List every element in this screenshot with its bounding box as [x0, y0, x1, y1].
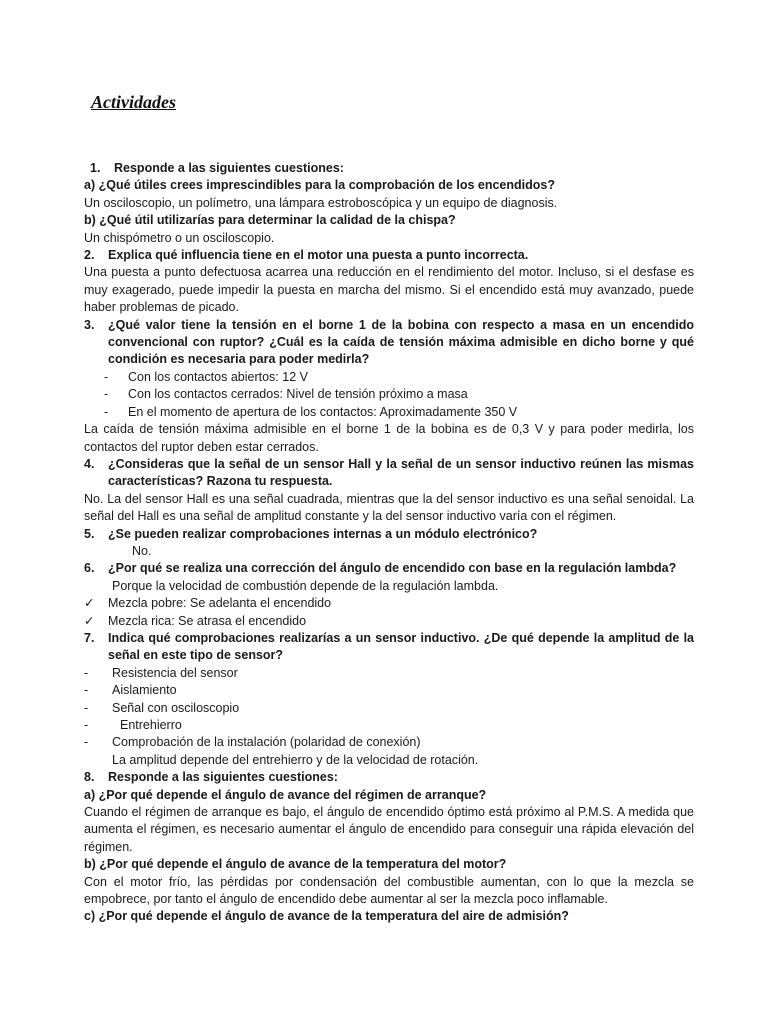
answer-4: No. La del sensor Hall es una señal cuadrada, mientras que la del sensor inductivo es una señal senoidal. La señal del Hall es una señal de amplitud constante y la del sensor inductivo varía con el régimen. — [84, 491, 694, 524]
list-item-text: Entrehierro — [120, 718, 182, 732]
question-number: 1. — [90, 161, 101, 175]
question-text: ¿Por qué se realiza una corrección del ángulo de encendido con base en la regulación lambda? — [108, 561, 677, 576]
list-item — [84, 700, 694, 717]
question-text: Responde a las siguientes cuestiones: — [108, 770, 338, 785]
list-item-text: En el momento de apertura de los contactos: Aproximadamente 350 V — [128, 404, 518, 419]
dash-bullet: - — [84, 718, 89, 732]
answer-6: Porque la velocidad de combustión depende de la regulación lambda. — [112, 578, 499, 593]
question-6 — [84, 560, 694, 577]
question-number: 5. — [84, 526, 95, 541]
dash-bullet: - — [104, 369, 109, 384]
question-8b: b) ¿Por qué depende el ángulo de avance de la temperatura del motor? — [84, 857, 507, 872]
question-text: ¿Consideras que la señal de un sensor Hall y la señal de un sensor inductivo reúnen las mismas características? Razona tu respuesta. — [108, 456, 694, 489]
answer-3: La caída de tensión máxima admisible en el borne 1 de la bobina es de 0,3 V y para poder medirla, los contactos del ruptor deben estar cerrados. — [84, 422, 694, 454]
list-item — [84, 717, 694, 734]
list-item-text: Señal con osciloscopio — [112, 700, 240, 715]
list-item — [104, 369, 694, 386]
page-title: Actividades — [91, 92, 176, 112]
question-text: Responde a las siguientes cuestiones: — [114, 161, 344, 175]
question-1a: a) ¿Qué útiles crees imprescindibles para la comprobación de los encendidos? — [84, 178, 555, 193]
question-2 — [84, 247, 694, 264]
question-number: 3. — [84, 317, 95, 332]
list-item — [84, 595, 694, 612]
answer-1a: Un osciloscopio, un polímetro, una lámpara estroboscópica y un equipo de diagnosis. — [84, 195, 558, 210]
list-item — [84, 665, 694, 682]
list-item — [84, 734, 694, 751]
list-item — [104, 386, 694, 403]
dash-bullet: - — [84, 735, 89, 750]
document-body — [84, 160, 694, 926]
answer-8a: Cuando el régimen de arranque es bajo, el ángulo de encendido óptimo está próximo al P.M.S. A medida que aumenta el régimen, es necesario aumentar el ángulo de encendido para conseguir una rápida elevación del régimen. — [84, 805, 694, 854]
question-7 — [84, 630, 694, 665]
list-item-text: Mezcla pobre: Se adelanta el encendido — [108, 596, 332, 611]
answer-8b: Con el motor frío, las pérdidas por condensación del combustible aumentan, con lo que la mezcla se empobrece, por tanto el ángulo de encendido debe aumentar al ser la mezcla poco inflamable. — [84, 874, 694, 907]
question-text: ¿Qué valor tiene la tensión en el borne 1 de la bobina con respecto a masa en un encendido convencional con ruptor? ¿Cuál es la caída de tensión máxima admisible en dicho borne y qué condición es necesaria para poder medirla? — [108, 317, 694, 367]
question-3 — [84, 317, 694, 369]
list-item-text: Mezcla rica: Se atrasa el encendido — [108, 613, 307, 628]
list-item-text: Resistencia del sensor — [112, 665, 238, 680]
dash-bullet: - — [104, 404, 109, 419]
question-8c: c) ¿Por qué depende el ángulo de avance de la temperatura del aire de admisión? — [84, 909, 569, 924]
check-icon: ✓ — [84, 613, 95, 628]
question-5 — [84, 526, 694, 543]
question-4 — [84, 456, 694, 491]
answer-7: La amplitud depende del entrehierro y de la velocidad de rotación. — [112, 752, 479, 767]
question-8a: a) ¿Por qué depende el ángulo de avance del régimen de arranque? — [84, 787, 487, 802]
dash-bullet: - — [84, 683, 89, 698]
answer-1b: Un chispómetro o un osciloscopio. — [84, 230, 275, 245]
question-text: Indica qué comprobaciones realizarías a un sensor inductivo. ¿De qué depende la amplitud de la señal en este tipo de sensor? — [108, 630, 694, 663]
dash-bullet: - — [84, 665, 89, 680]
question-number: 2. — [84, 248, 95, 263]
dash-bullet: - — [84, 700, 89, 715]
answer-2: Una puesta a punto defectuosa acarrea una reducción en el rendimiento del motor. Incluso, si el desfase es muy exagerado, puede impedir la puesta en marcha del mismo. Si el encendido está muy avanzado, puede haber problemas de picado. — [84, 265, 694, 315]
question-number: 8. — [84, 770, 95, 785]
question-text: Explica qué influencia tiene en el motor una puesta a punto incorrecta. — [108, 248, 529, 263]
list-item-text: Comprobación de la instalación (polaridad de conexión) — [112, 735, 421, 750]
question-number: 6. — [84, 561, 95, 576]
question-number: 7. — [84, 630, 95, 645]
question-8 — [84, 769, 694, 786]
list-item-text: Con los contactos abiertos: 12 V — [128, 369, 308, 384]
check-icon: ✓ — [84, 596, 95, 611]
question-number: 4. — [84, 456, 95, 471]
question-1b: b) ¿Qué útil utilizarías para determinar la calidad de la chispa? — [84, 213, 456, 228]
list-item-text: Aislamiento — [112, 683, 177, 698]
answer-5: No. — [132, 543, 152, 558]
dash-bullet: - — [104, 387, 109, 402]
list-item — [84, 682, 694, 699]
list-item-text: Con los contactos cerrados: Nivel de tensión próximo a masa — [128, 387, 468, 402]
list-item — [104, 404, 694, 421]
question-text: ¿Se pueden realizar comprobaciones internas a un módulo electrónico? — [108, 526, 538, 541]
list-item — [84, 613, 694, 630]
question-1 — [84, 160, 694, 177]
